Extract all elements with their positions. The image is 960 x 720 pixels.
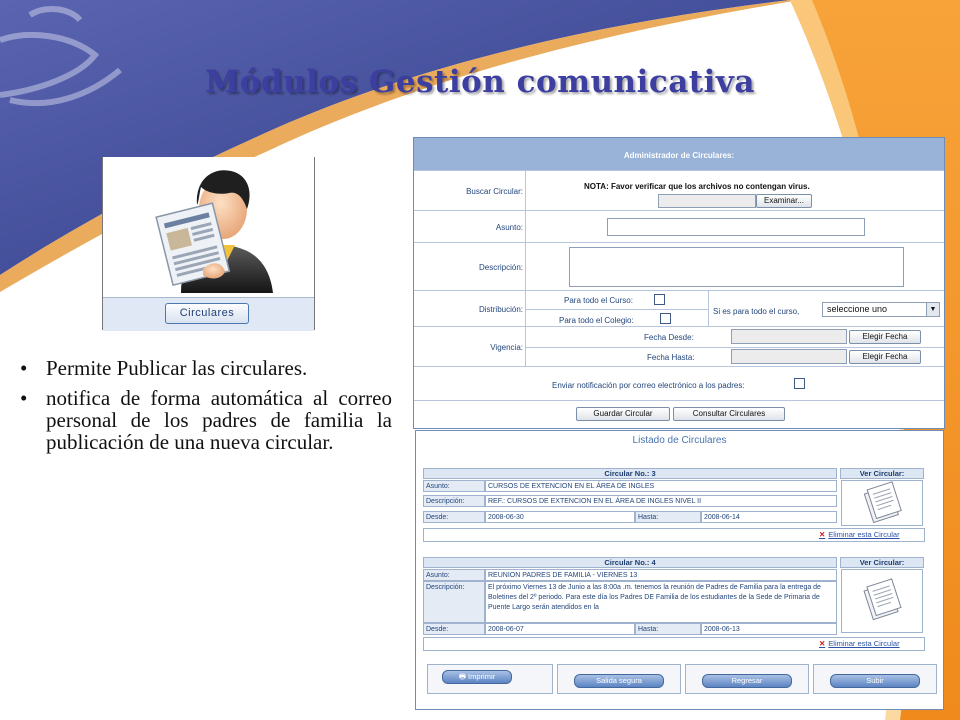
subir-button[interactable]: Subir <box>830 674 920 688</box>
curso-select-value: seleccione uno <box>827 304 888 314</box>
para-curso-cell <box>526 291 709 310</box>
asunto-label: Asunto: <box>423 569 485 581</box>
notificacion-checkbox[interactable] <box>794 378 805 389</box>
vigencia-row <box>414 326 944 367</box>
document-stack-icon[interactable] <box>841 480 923 526</box>
para-colegio-label: Para todo el Colegio: <box>559 316 634 325</box>
fecha-hasta-label: Fecha Hasta: <box>647 353 695 362</box>
ver-circular-header: Ver Circular: <box>840 468 924 479</box>
eliminar-label: Eliminar esta Circular <box>828 639 900 648</box>
admin-header: Administrador de Circulares: <box>414 138 944 170</box>
para-colegio-cell <box>526 309 709 327</box>
desde-label: Desde: <box>423 511 485 523</box>
bullet-list <box>18 357 392 461</box>
ver-circular-header: Ver Circular: <box>840 557 924 568</box>
circular-header: Circular No.: 4 <box>423 557 837 568</box>
para-curso-label: Para todo el Curso: <box>564 296 633 305</box>
descripcion-value: El próximo Viernes 13 de Junio a las 8:00a .m. tenemos la reunión de Padres de Familia para la entrega de Boletines del 2º periodo. Para este día los Padres DE Familia de los estudiantes de la Sede de Primaria de Puente Largo serán atendidos en la <box>485 581 837 623</box>
fecha-desde-input[interactable] <box>731 329 847 344</box>
descripcion-label: Descripción: <box>414 243 526 291</box>
list-title: Listado de Circulares <box>632 435 727 446</box>
descripcion-row <box>414 242 944 291</box>
document-stack-icon[interactable] <box>841 569 923 633</box>
curso-select[interactable] <box>822 302 940 317</box>
reader-person-icon <box>141 161 281 293</box>
desde-value: 2008-06-07 <box>485 623 635 635</box>
notificacion-row <box>414 366 944 401</box>
circulares-admin-panel <box>413 137 945 429</box>
salida-cell <box>557 664 681 694</box>
fecha-desde-label: Fecha Desde: <box>644 333 694 342</box>
file-path-input[interactable] <box>658 194 756 208</box>
guardar-circular-button[interactable]: Guardar Circular <box>576 407 670 421</box>
imprimir-cell <box>427 664 553 694</box>
regresar-cell <box>685 664 809 694</box>
fecha-hasta-input[interactable] <box>731 349 847 364</box>
chevron-down-icon: ▼ <box>926 303 939 316</box>
imprimir-label: Imprimir <box>468 672 496 681</box>
circulares-list-panel <box>415 430 944 710</box>
consultar-circulares-button[interactable]: Consultar Circulares <box>673 407 785 421</box>
regresar-button[interactable]: Regresar <box>702 674 792 688</box>
descripcion-textarea[interactable] <box>569 247 904 287</box>
para-colegio-checkbox[interactable] <box>660 313 671 324</box>
admin-actions-row <box>414 400 944 429</box>
salida-segura-button[interactable]: Salida segura <box>574 674 664 688</box>
bullet-dot-icon: • <box>20 386 28 410</box>
notificacion-label: Enviar notificación por correo electrónico a los padres: <box>552 381 745 390</box>
list-footer-bar <box>421 664 938 696</box>
eliminar-link[interactable] <box>819 530 900 539</box>
para-curso-checkbox[interactable] <box>654 294 665 305</box>
asunto-row <box>414 210 944 243</box>
descripcion-label: Descripción: <box>423 581 485 623</box>
distribucion-row <box>414 290 944 327</box>
asunto-label: Asunto: <box>414 211 526 243</box>
desde-value: 2008-06-30 <box>485 511 635 523</box>
asunto-label: Asunto: <box>423 480 485 492</box>
asunto-value: CURSOS DE EXTENCION EN EL ÁREA DE INGLES <box>485 480 837 492</box>
descripcion-label: Descripción: <box>423 495 485 507</box>
circular-item <box>423 468 923 544</box>
circulares-module-card[interactable] <box>102 157 315 330</box>
descripcion-value: REF.: CURSOS DE EXTENCION EN EL ÁREA DE INGLES NIVEL II <box>485 495 837 507</box>
document-stack-icon <box>842 570 922 632</box>
elegir-fecha-desde-button[interactable]: Elegir Fecha <box>849 330 921 344</box>
fecha-desde-cell <box>526 327 944 348</box>
circular-item <box>423 557 923 653</box>
circular-header: Circular No.: 3 <box>423 468 837 479</box>
document-stack-icon <box>842 481 922 525</box>
delete-x-icon: ✕ <box>819 639 826 648</box>
bullet-text: notifica de forma automática al correo personal de los padres de familia la publicación de una nueva circular. <box>46 386 392 454</box>
vigencia-label: Vigencia: <box>414 327 526 367</box>
desde-label: Desde: <box>423 623 485 635</box>
hasta-label: Hasta: <box>635 511 701 523</box>
bullet-text: Permite Publicar las circulares. <box>46 356 308 380</box>
subir-cell <box>813 664 937 694</box>
examinar-button[interactable]: Examinar... <box>756 194 812 208</box>
imprimir-button[interactable] <box>442 670 512 684</box>
si-curso-label: Si es para todo el curso, <box>713 307 800 316</box>
elegir-fecha-hasta-button[interactable]: Elegir Fecha <box>849 350 921 364</box>
bullet-dot-icon: • <box>20 356 28 380</box>
distribucion-label: Distribución: <box>414 291 526 327</box>
asunto-value: REUNION PADRES DE FAMILIA - VIERNES 13 <box>485 569 837 581</box>
buscar-label: Buscar Circular: <box>414 171 526 211</box>
circulares-button[interactable]: Circulares <box>165 303 249 324</box>
printer-icon: 🖶 <box>458 672 469 681</box>
virus-note: NOTA: Favor verificar que los archivos no contengan virus. <box>584 182 810 191</box>
hasta-value: 2008-06-14 <box>701 511 837 523</box>
delete-x-icon: ✕ <box>819 530 826 539</box>
hasta-value: 2008-06-13 <box>701 623 837 635</box>
eliminar-link[interactable] <box>819 639 900 648</box>
bullet-item <box>18 387 392 453</box>
slide-title: Módulos Gestión comunicativa <box>204 64 756 100</box>
buscar-row <box>414 170 944 211</box>
asunto-input[interactable] <box>607 218 865 236</box>
bullet-item <box>18 357 392 379</box>
hasta-label: Hasta: <box>635 623 701 635</box>
eliminar-label: Eliminar esta Circular <box>828 530 900 539</box>
